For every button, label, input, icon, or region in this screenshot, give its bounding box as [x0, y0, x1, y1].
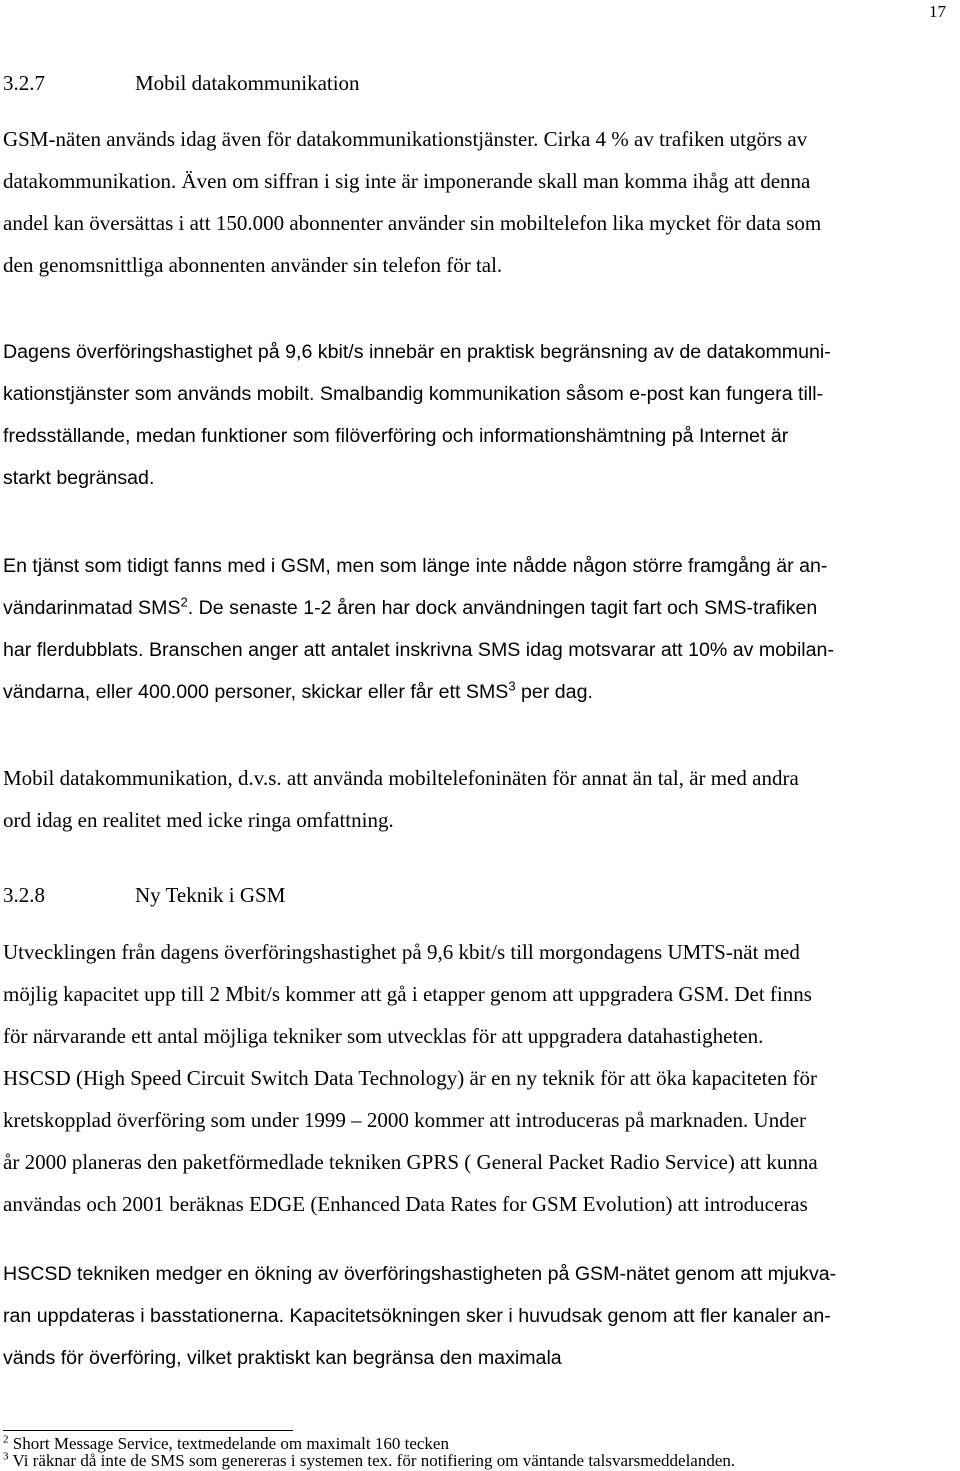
text-line: vändarna, eller 400.000 personer, skickar eller får ett SMS$^3$ per dag. [3, 678, 593, 703]
text-line: Dagens överföringshastighet på 9,6 kbit/s innebär en praktisk begränsning av de datakommuni- [3, 341, 831, 363]
text-line: vändarinmatad SMS$^2$. De senaste 1-2 åren har dock användningen tagit fart och SMS-trafiken [3, 594, 818, 619]
text-line: kationstjänster som används mobilt. Smalbandig kommunikation såsom e-post kan fungera till- [3, 383, 824, 405]
text-line: år 2000 planeras den paketförmedlade tekniken GPRS ( General Packet Radio Service) att kunna [3, 1150, 818, 1174]
text-line: vänds för överföring, vilket praktiskt kan begränsa den maximala [3, 1347, 562, 1369]
section-title: Ny Teknik i GSM [135, 883, 286, 907]
text-line: användas och 2001 beräknas EDGE (Enhanced Data Rates for GSM Evolution) att introduceras [3, 1192, 808, 1216]
footnote-ref-2: 2 [180, 594, 188, 610]
text-line: En tjänst som tidigt fanns med i GSM, men som länge inte nådde någon större framgång är an- [3, 555, 828, 577]
footnote-ref-3: 3 [508, 678, 516, 694]
text-line: ord idag en realitet med icke ringa omfattning. [3, 808, 394, 832]
page-number: 17 [929, 2, 946, 21]
text-line: GSM-näten används idag även för datakommunikationstjänster. Cirka 4 % av trafiken utgörs av [3, 127, 808, 151]
footnote-3 [3, 1451, 735, 1471]
paragraph-sms [3, 545, 938, 713]
section-heading-328 [3, 883, 285, 908]
paragraph-gsm-data [3, 118, 938, 286]
footnote-text: Short Message Service, textmedelande om maximalt 160 tecken [12, 1434, 449, 1453]
text-line: starkt begränsad. [3, 467, 155, 489]
text-line: för närvarande ett antal möjliga tekniker som utvecklas för att uppgradera datahastigheten. [3, 1024, 764, 1048]
footnote-divider [3, 1430, 293, 1431]
paragraph-hscsd [3, 1253, 938, 1379]
section-heading-327 [3, 71, 360, 96]
text-line: möjlig kapacitet upp till 2 Mbit/s kommer att gå i etapper genom att uppgradera GSM. Det finns [3, 982, 812, 1006]
text-line: Mobil datakommunikation, d.v.s. att använda mobiltelefoninäten för annat än tal, är med andra [3, 766, 799, 790]
text-line: fredsställande, medan funktioner som filöverföring och informationshämtning på Internet är [3, 425, 789, 447]
section-number: 3.2.7 [3, 71, 45, 95]
footnote-mark: 3 [3, 1450, 9, 1463]
text-line: Utvecklingen från dagens överföringshastighet på 9,6 kbit/s till morgondagens UMTS-nät med [3, 940, 800, 964]
text-line: HSCSD tekniken medger en ökning av överföringshastigheten på GSM-nätet genom att mjukva- [3, 1263, 837, 1285]
paragraph-mobile-data-summary [3, 757, 938, 841]
text-line: ran uppdateras i basstationerna. Kapacitetsökningen sker i huvudsak genom att fler kanaler an- [3, 1305, 831, 1327]
text-line: datakommunikation. Även om siffran i sig inte är imponerande skall man komma ihåg att denna [3, 169, 811, 193]
paragraph-new-technology [3, 931, 938, 1225]
text-line: kretskopplad överföring som under 1999 – 2000 kommer att introduceras på marknaden. Under [3, 1108, 807, 1132]
footnote-text: Vi räknar då inte de SMS som genereras i systemen tex. för notifiering om väntande talsvarsmeddelanden. [12, 1451, 736, 1470]
section-title: Mobil datakommunikation [135, 71, 360, 95]
section-number: 3.2.8 [3, 883, 45, 907]
text-line: har flerdubblats. Branschen anger att antalet inskrivna SMS idag motsvarar att 10% av mobilan- [3, 639, 834, 661]
text-line: andel kan översättas i att 150.000 abonnenter använder sin mobiltelefon lika mycket för data som [3, 211, 822, 235]
footnote-mark: 2 [3, 1433, 9, 1446]
text-line: HSCSD (High Speed Circuit Switch Data Technology) är en ny teknik för att öka kapaciteten för [3, 1066, 818, 1090]
text-line: den genomsnittliga abonnenten använder sin telefon för tal. [3, 253, 503, 277]
paragraph-transfer-speed [3, 331, 938, 499]
